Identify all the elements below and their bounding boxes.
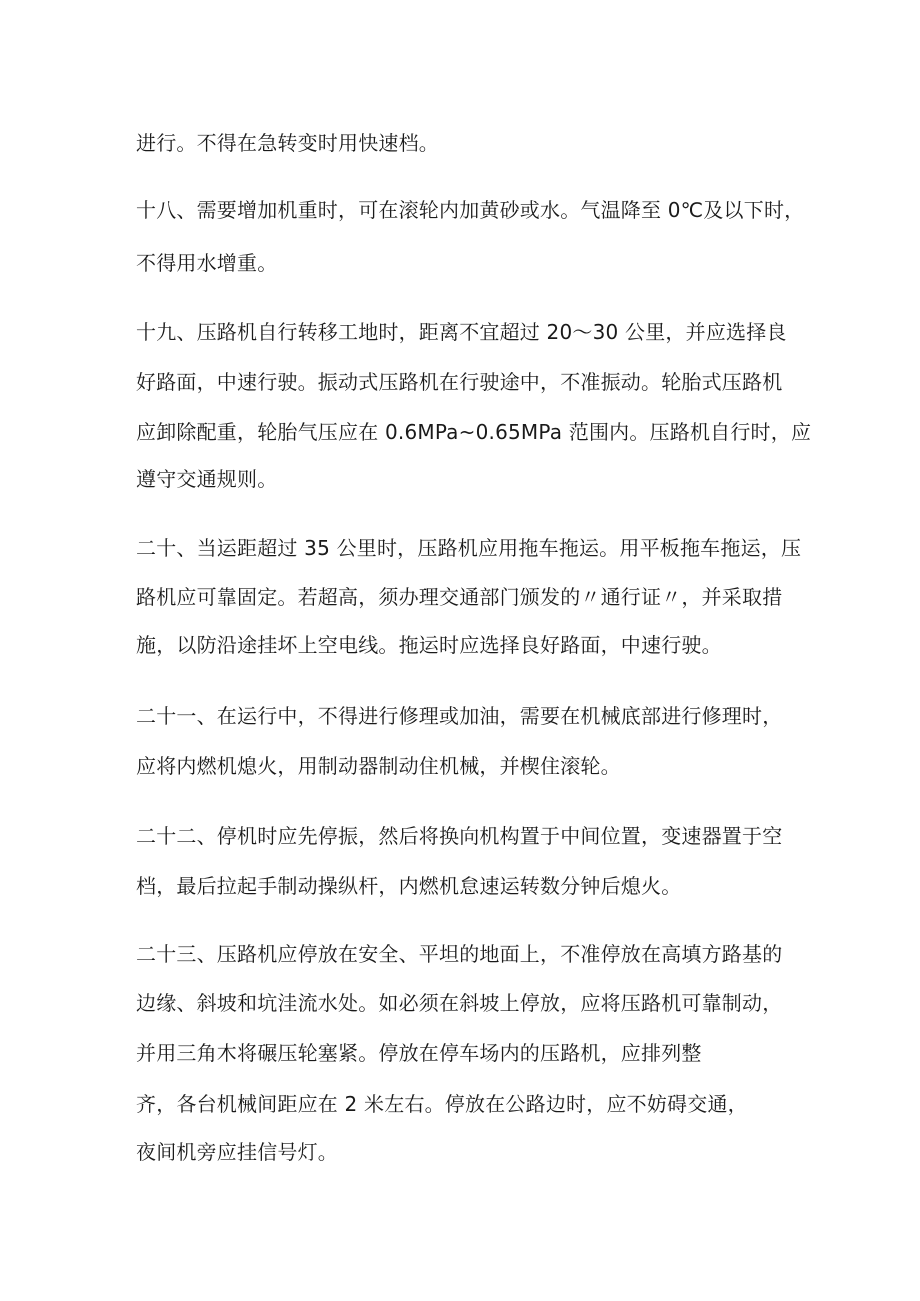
text-line: 应将内燃机熄火，用制动器制动住机械，并楔住滚轮。 <box>136 754 621 778</box>
text-line: 二十三、压路机应停放在安全、平坦的地面上，不准停放在高填方路基的 <box>136 942 783 966</box>
text-line: 十八、需要增加机重时，可在滚轮内加黄砂或水。气温降至 0℃及以下时， <box>136 198 805 222</box>
text-line: 齐，各台机械间距应在 2 米左右。停放在公路边时，应不妨碍交通， <box>136 1092 748 1116</box>
text-line: 遵守交通规则。 <box>136 467 278 491</box>
text-line: 二十、当运距超过 35 公里时，压路机应用拖车拖运。用平板拖车拖运，压 <box>136 536 802 560</box>
text-line: 二十二、停机时应先停振，然后将换向机构置于中间位置，变速器置于空 <box>136 824 783 848</box>
text-line: 夜间机旁应挂信号灯。 <box>136 1140 338 1164</box>
text-line: 不得用水增重。 <box>136 251 278 275</box>
text-line: 路机应可靠固定。若超高，须办理交通部门颁发的〃通行证〃，并采取措 <box>136 585 783 609</box>
text-line: 并用三角木将碾压轮塞紧。停放在停车场内的压路机，应排列整 <box>136 1041 702 1065</box>
text-line: 十九、压路机自行转移工地时，距离不宜超过 20～30 公里，并应选择良 <box>136 320 787 344</box>
text-line: 应卸除配重，轮胎气压应在 0.6MPa~0.65MPa 范围内。压路机自行时，应 <box>136 420 812 444</box>
text-line: 档，最后拉起手制动操纵杆，内燃机怠速运转数分钟后熄火。 <box>136 874 682 898</box>
text-line: 进行。不得在急转变时用快速档。 <box>136 131 439 155</box>
text-line: 边缘、斜坡和坑洼流水处。如必须在斜坡上停放，应将压路机可靠制动， <box>136 991 783 1015</box>
text-line: 施，以防沿途挂坏上空电线。拖运时应选择良好路面，中速行驶。 <box>136 633 722 657</box>
text-line: 二十一、在运行中，不得进行修理或加油，需要在机械底部进行修理时， <box>136 704 783 728</box>
text-line: 好路面，中速行驶。振动式压路机在行驶途中，不准振动。轮胎式压路机 <box>136 370 783 394</box>
